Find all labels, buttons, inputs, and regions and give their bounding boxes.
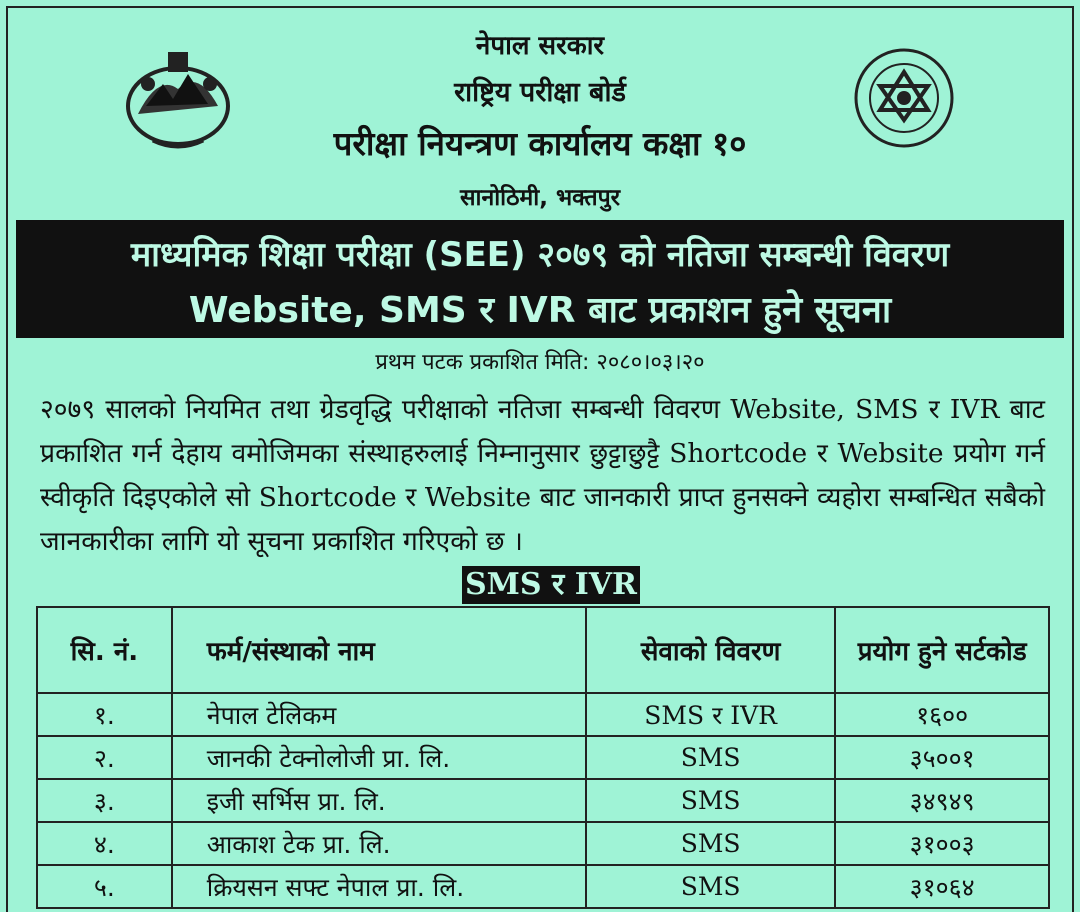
row-sn: १. [37,693,172,736]
row-name: क्रियसन सफ्ट नेपाल प्रा. लि. [172,865,586,908]
examination-board-seal-icon [848,46,960,150]
header-service: सेवाको विवरण [586,607,835,693]
table-row [37,693,1049,736]
row-name: इजी सर्भिस प्रा. लि. [172,779,586,822]
row-shortcode: ३४९४९ [835,779,1049,822]
row-service: SMS र IVR [586,693,835,736]
header-sn: सि. नं. [37,607,172,693]
table-header-row [37,607,1049,693]
row-shortcode: ३१०६४ [835,865,1049,908]
row-sn: ४. [37,822,172,865]
section-title: SMS र IVR [462,566,640,604]
table-row [37,736,1049,779]
board-name: राष्ट्रिय परीक्षा बोर्ड [454,77,626,108]
header-shortcode: प्रयोग हुने सर्टकोड [835,607,1049,693]
publish-date: प्रथम पटक प्रकाशित मिति: २०८०।०३।२० [375,350,705,375]
row-service: SMS [586,865,835,908]
row-name: आकाश टेक प्रा. लि. [172,822,586,865]
office-name: परीक्षा नियन्त्रण कार्यालय कक्षा १० [333,124,747,163]
row-service: SMS [586,822,835,865]
row-shortcode: १६०० [835,693,1049,736]
row-name: नेपाल टेलिकम [172,693,586,736]
header-name: फर्म/संस्थाको नाम [172,607,586,693]
row-name: जानकी टेक्नोलोजी प्रा. लि. [172,736,586,779]
banner-line-1: माध्यमिक शिक्षा परीक्षा (SEE) २०७९ को नतिजा सम्बन्धी विवरण [130,235,950,275]
result-notice-banner [16,220,1064,338]
banner-line-2: Website, SMS र IVR बाट प्रकाशन हुने सूचना [188,290,892,331]
header [0,0,1080,220]
row-service: SMS [586,736,835,779]
row-sn: २. [37,736,172,779]
table-row [37,822,1049,865]
provider-table [36,606,1050,909]
row-sn: ३. [37,779,172,822]
government-name: नेपाल सरकार [475,31,605,61]
notice-paragraph: २०७९ सालको नियमित तथा ग्रेडवृद्धि परीक्षाको नतिजा सम्बन्धी विवरण Website, SMS र IVR बाट प्रकाशित गर्न देहाय वमोजिमका संस्थाहरुलाई निम्नानुसार छुट्टाछुट्टै Shortcode र Website प्रयोग गर्न स्वीकृति दिइएकोले सो Shortcode र Website बाट जानकारी प्राप्त हुनसक्ने व्यहोरा सम्बन्धित सबैको जानकारीका लागि यो सूचना प्रकाशित गरिएको छ । [40,394,1045,557]
table-row [37,779,1049,822]
row-service: SMS [586,779,835,822]
row-shortcode: ३१००३ [835,822,1049,865]
office-location: सानोठिमी, भक्तपुर [459,185,621,211]
row-sn: ५. [37,865,172,908]
row-shortcode: ३५००१ [835,736,1049,779]
table-row [37,865,1049,908]
